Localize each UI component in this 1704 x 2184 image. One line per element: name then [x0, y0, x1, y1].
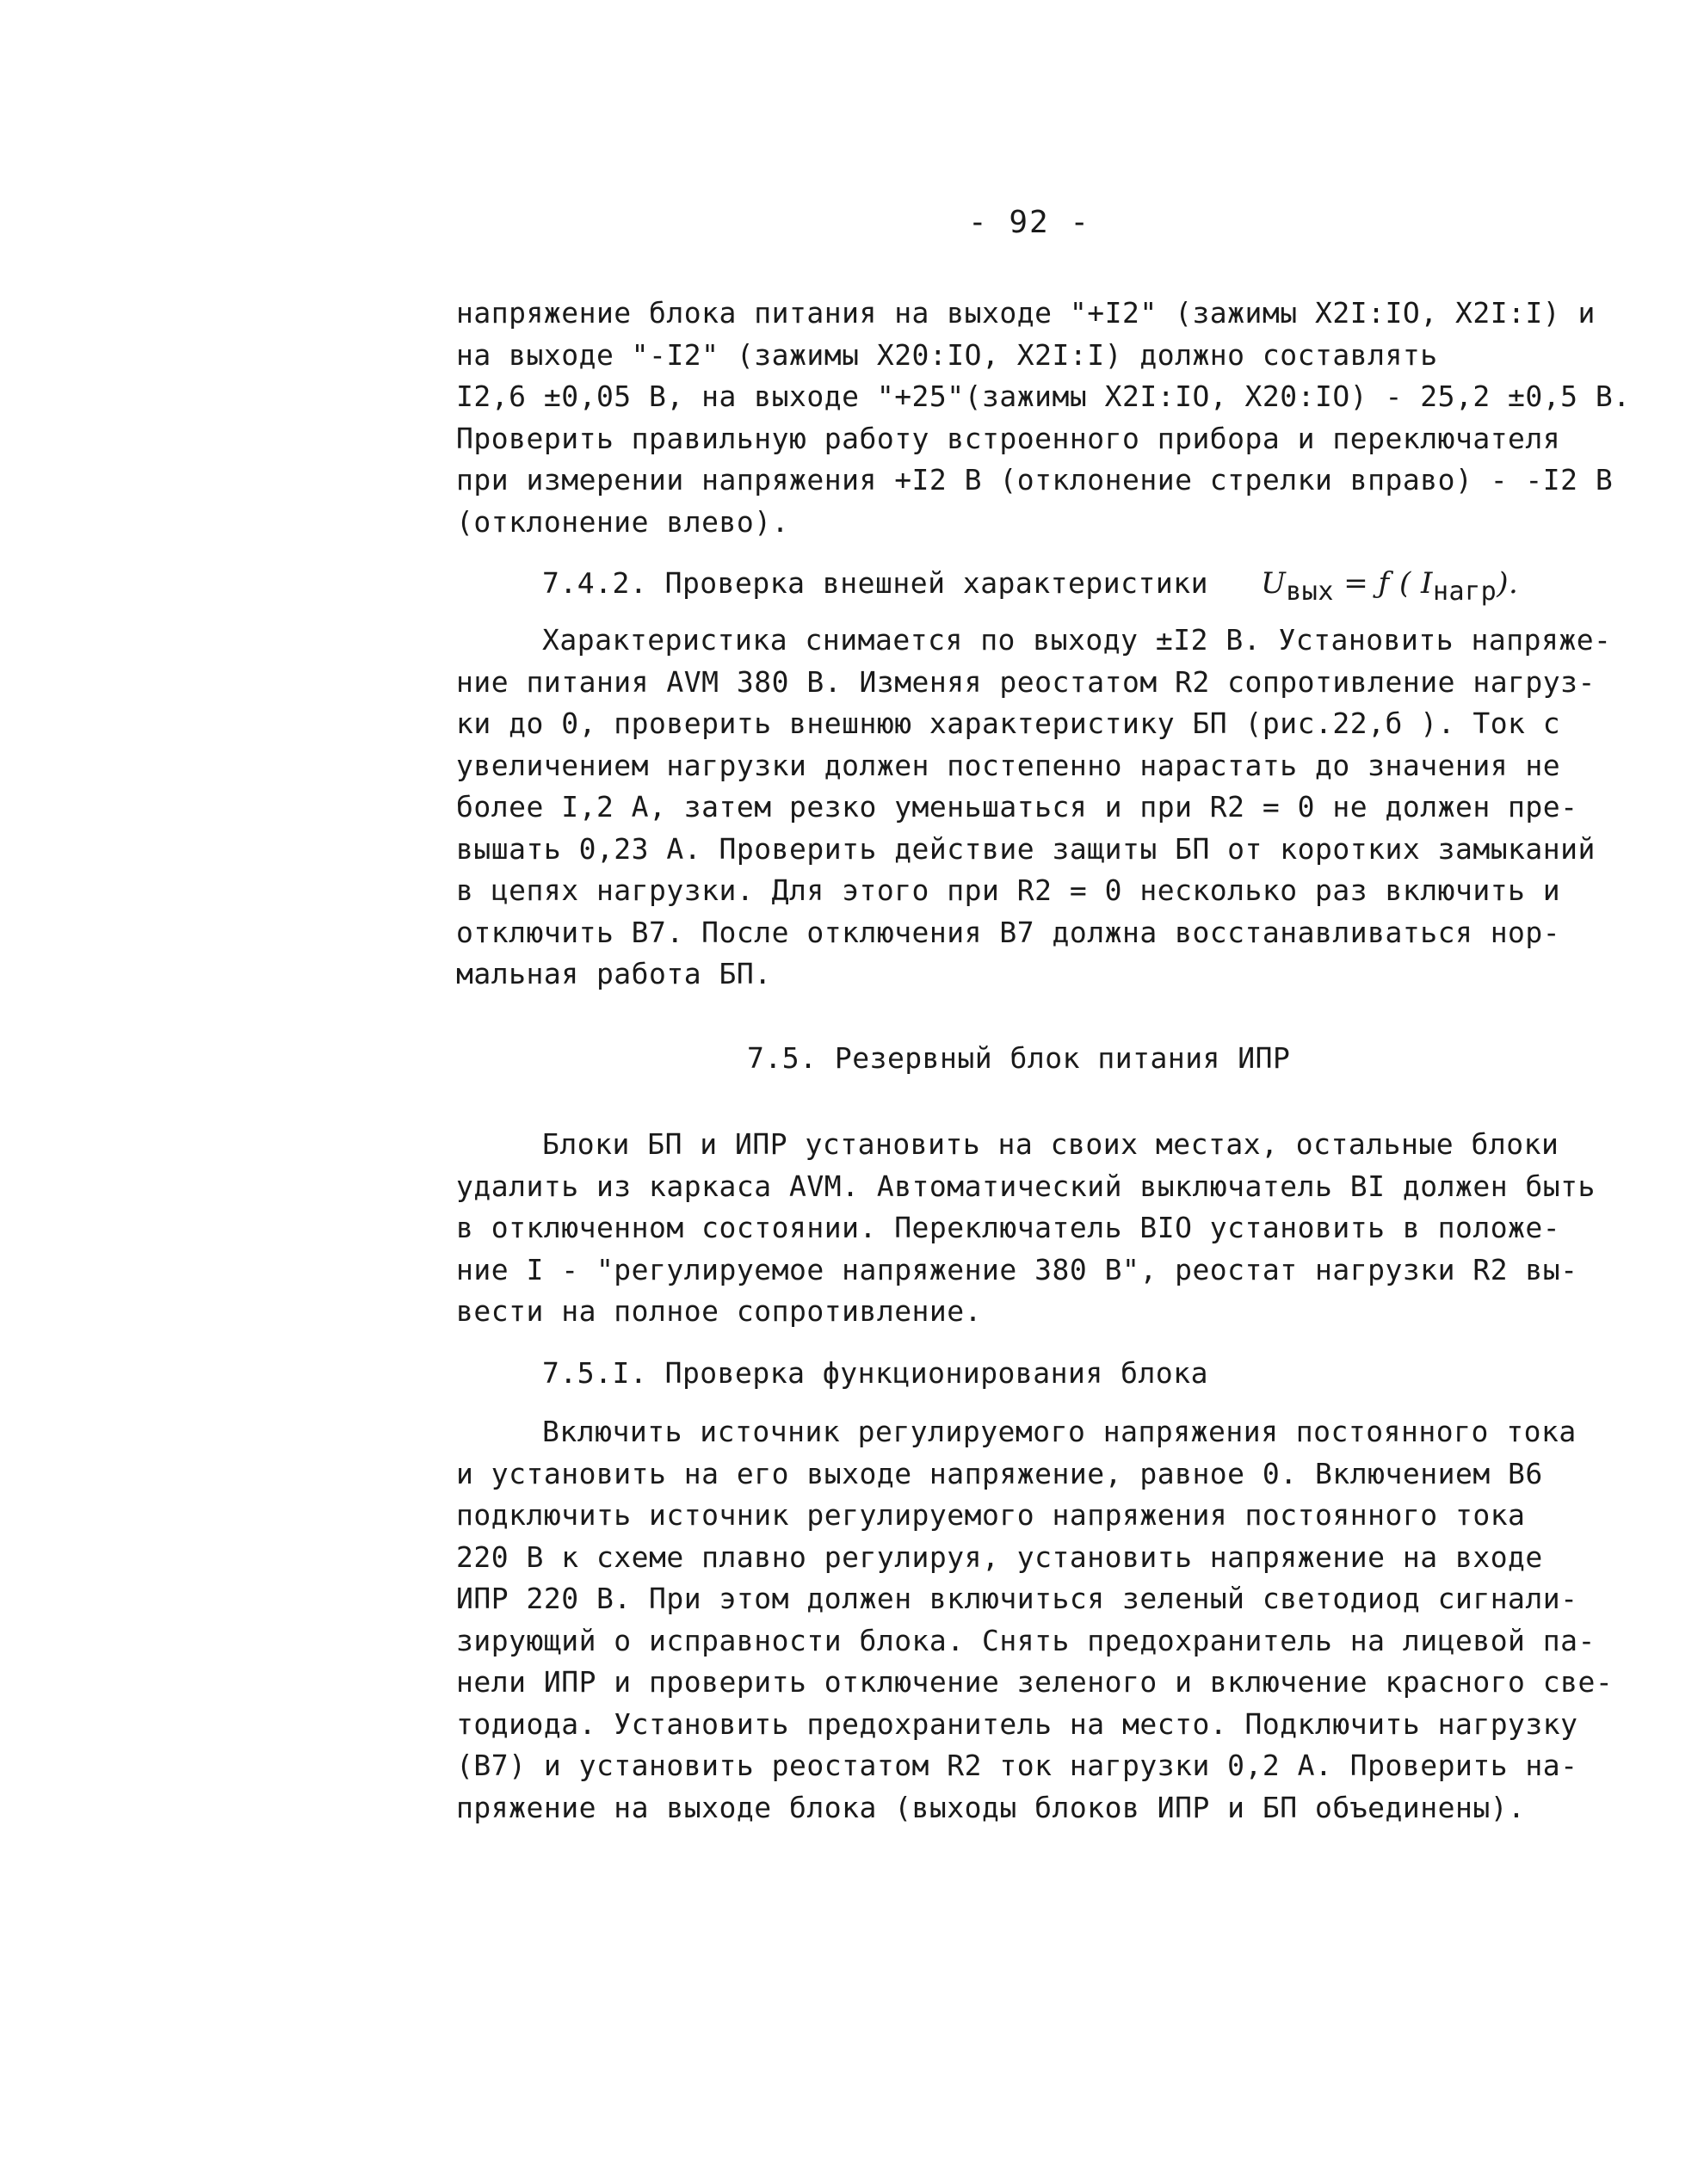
text-line: более I,2 А, затем резко уменьшаться и при R2 = 0 не должен пре- — [456, 790, 1578, 824]
text-line: мальная работа БП. — [456, 957, 772, 990]
text-line: подключить источник регулируемого напряжения постоянного тока — [456, 1498, 1526, 1532]
formula: $U_{вых}$ = ƒ ( $I_{нагр}$). — [1261, 566, 1519, 607]
text-line: отключить В7. После отключения В7 должна восстанавливаться нор- — [456, 915, 1561, 949]
text-line: Блоки БП и ИПР установить на своих местах, остальные блоки — [542, 1127, 1559, 1161]
text-line: 220 В к схеме плавно регулируя, установить напряжение на входе — [456, 1539, 1543, 1574]
paragraph-output-voltages — [456, 293, 1631, 543]
section-heading-7-5: 7.5. Резервный блок питания ИПР — [747, 1041, 1291, 1075]
section-heading-7-5-1: 7.5.I. Проверка функционирования блока — [542, 1356, 1208, 1390]
text-line: в отключенном состоянии. Переключатель BIO установить в положе- — [456, 1211, 1561, 1244]
section-heading-text: 7.4.2. Проверка внешней характеристики — [542, 566, 1208, 600]
section-heading-7-4-2 — [456, 563, 1609, 613]
text-line: ИПР 220 В. При этом должен включиться зеленый светодиод сигнали- — [456, 1582, 1578, 1615]
text-line: и установить на его выходе напряжение, равное 0. Включением В6 — [456, 1456, 1543, 1490]
text-line: удалить из каркаса AVM. Автоматический выключатель BI должен быть — [456, 1169, 1596, 1203]
text-line: тодиода. Установить предохранитель на место. Подключить нагрузку — [456, 1706, 1578, 1741]
text-line: нели ИПР и проверить отключение зеленого и включение красного све- — [456, 1665, 1614, 1699]
paragraph-function-check — [456, 1411, 1614, 1829]
text-line: Включить источник регулируемого напряжения постоянного тока — [542, 1415, 1577, 1448]
text-line: увеличением нагрузки должен постепенно нарастать до значения не — [456, 748, 1561, 782]
text-line: (отклонение влево). — [456, 504, 789, 539]
text-line: вести на полное сопротивление. — [456, 1294, 983, 1328]
paragraph-external-characteristic — [456, 620, 1612, 996]
text-line: ние питания AVM 380 В. Изменяя реостатом R2 сопротивление нагруз- — [456, 664, 1596, 699]
text-line: Проверить правильную работу встроенного прибора и переключателя — [456, 421, 1561, 455]
paragraph-setup — [456, 1124, 1609, 1333]
text-line: I2,6 ±0,05 В, на выходе "+25"(зажимы X2I:IO, X20:IO) - 25,2 ±0,5 В. — [456, 379, 1631, 413]
text-line: зирующий о исправности блока. Снять предохранитель на лицевой па- — [456, 1623, 1596, 1657]
text-line: в цепях нагрузки. Для этого при R2 = 0 несколько раз включить и — [456, 873, 1561, 907]
text-line: (В7) и установить реостатом R2 ток нагрузки 0,2 А. Проверить на- — [456, 1749, 1578, 1782]
text-line: Характеристика снимается по выходу ±I2 В. Установить напряже- — [542, 623, 1612, 657]
text-line: ки до 0, проверить внешнюю характеристику БП (рис.22,б ). Ток с — [456, 706, 1561, 740]
text-line: на выходе "-I2" (зажимы X20:IO, X2I:I) должно составлять — [456, 337, 1438, 372]
text-line: напряжение блока питания на выходе "+I2" (зажимы X2I:IO, X2I:I) и — [456, 296, 1596, 330]
text-line: пряжение на выходе блока (выходы блоков ИПР и БП объединены). — [456, 1790, 1526, 1824]
text-line: вышать 0,23 А. Проверить действие защиты БП от коротких замыканий — [456, 831, 1596, 866]
text-line: ние I - "регулируемое напряжение 380 В", реостат нагрузки R2 вы- — [456, 1252, 1578, 1286]
text-line: при измерении напряжения +I2 В (отклонение стрелки вправо) - -I2 В — [456, 463, 1614, 497]
page-number: - 92 - — [968, 205, 1091, 240]
